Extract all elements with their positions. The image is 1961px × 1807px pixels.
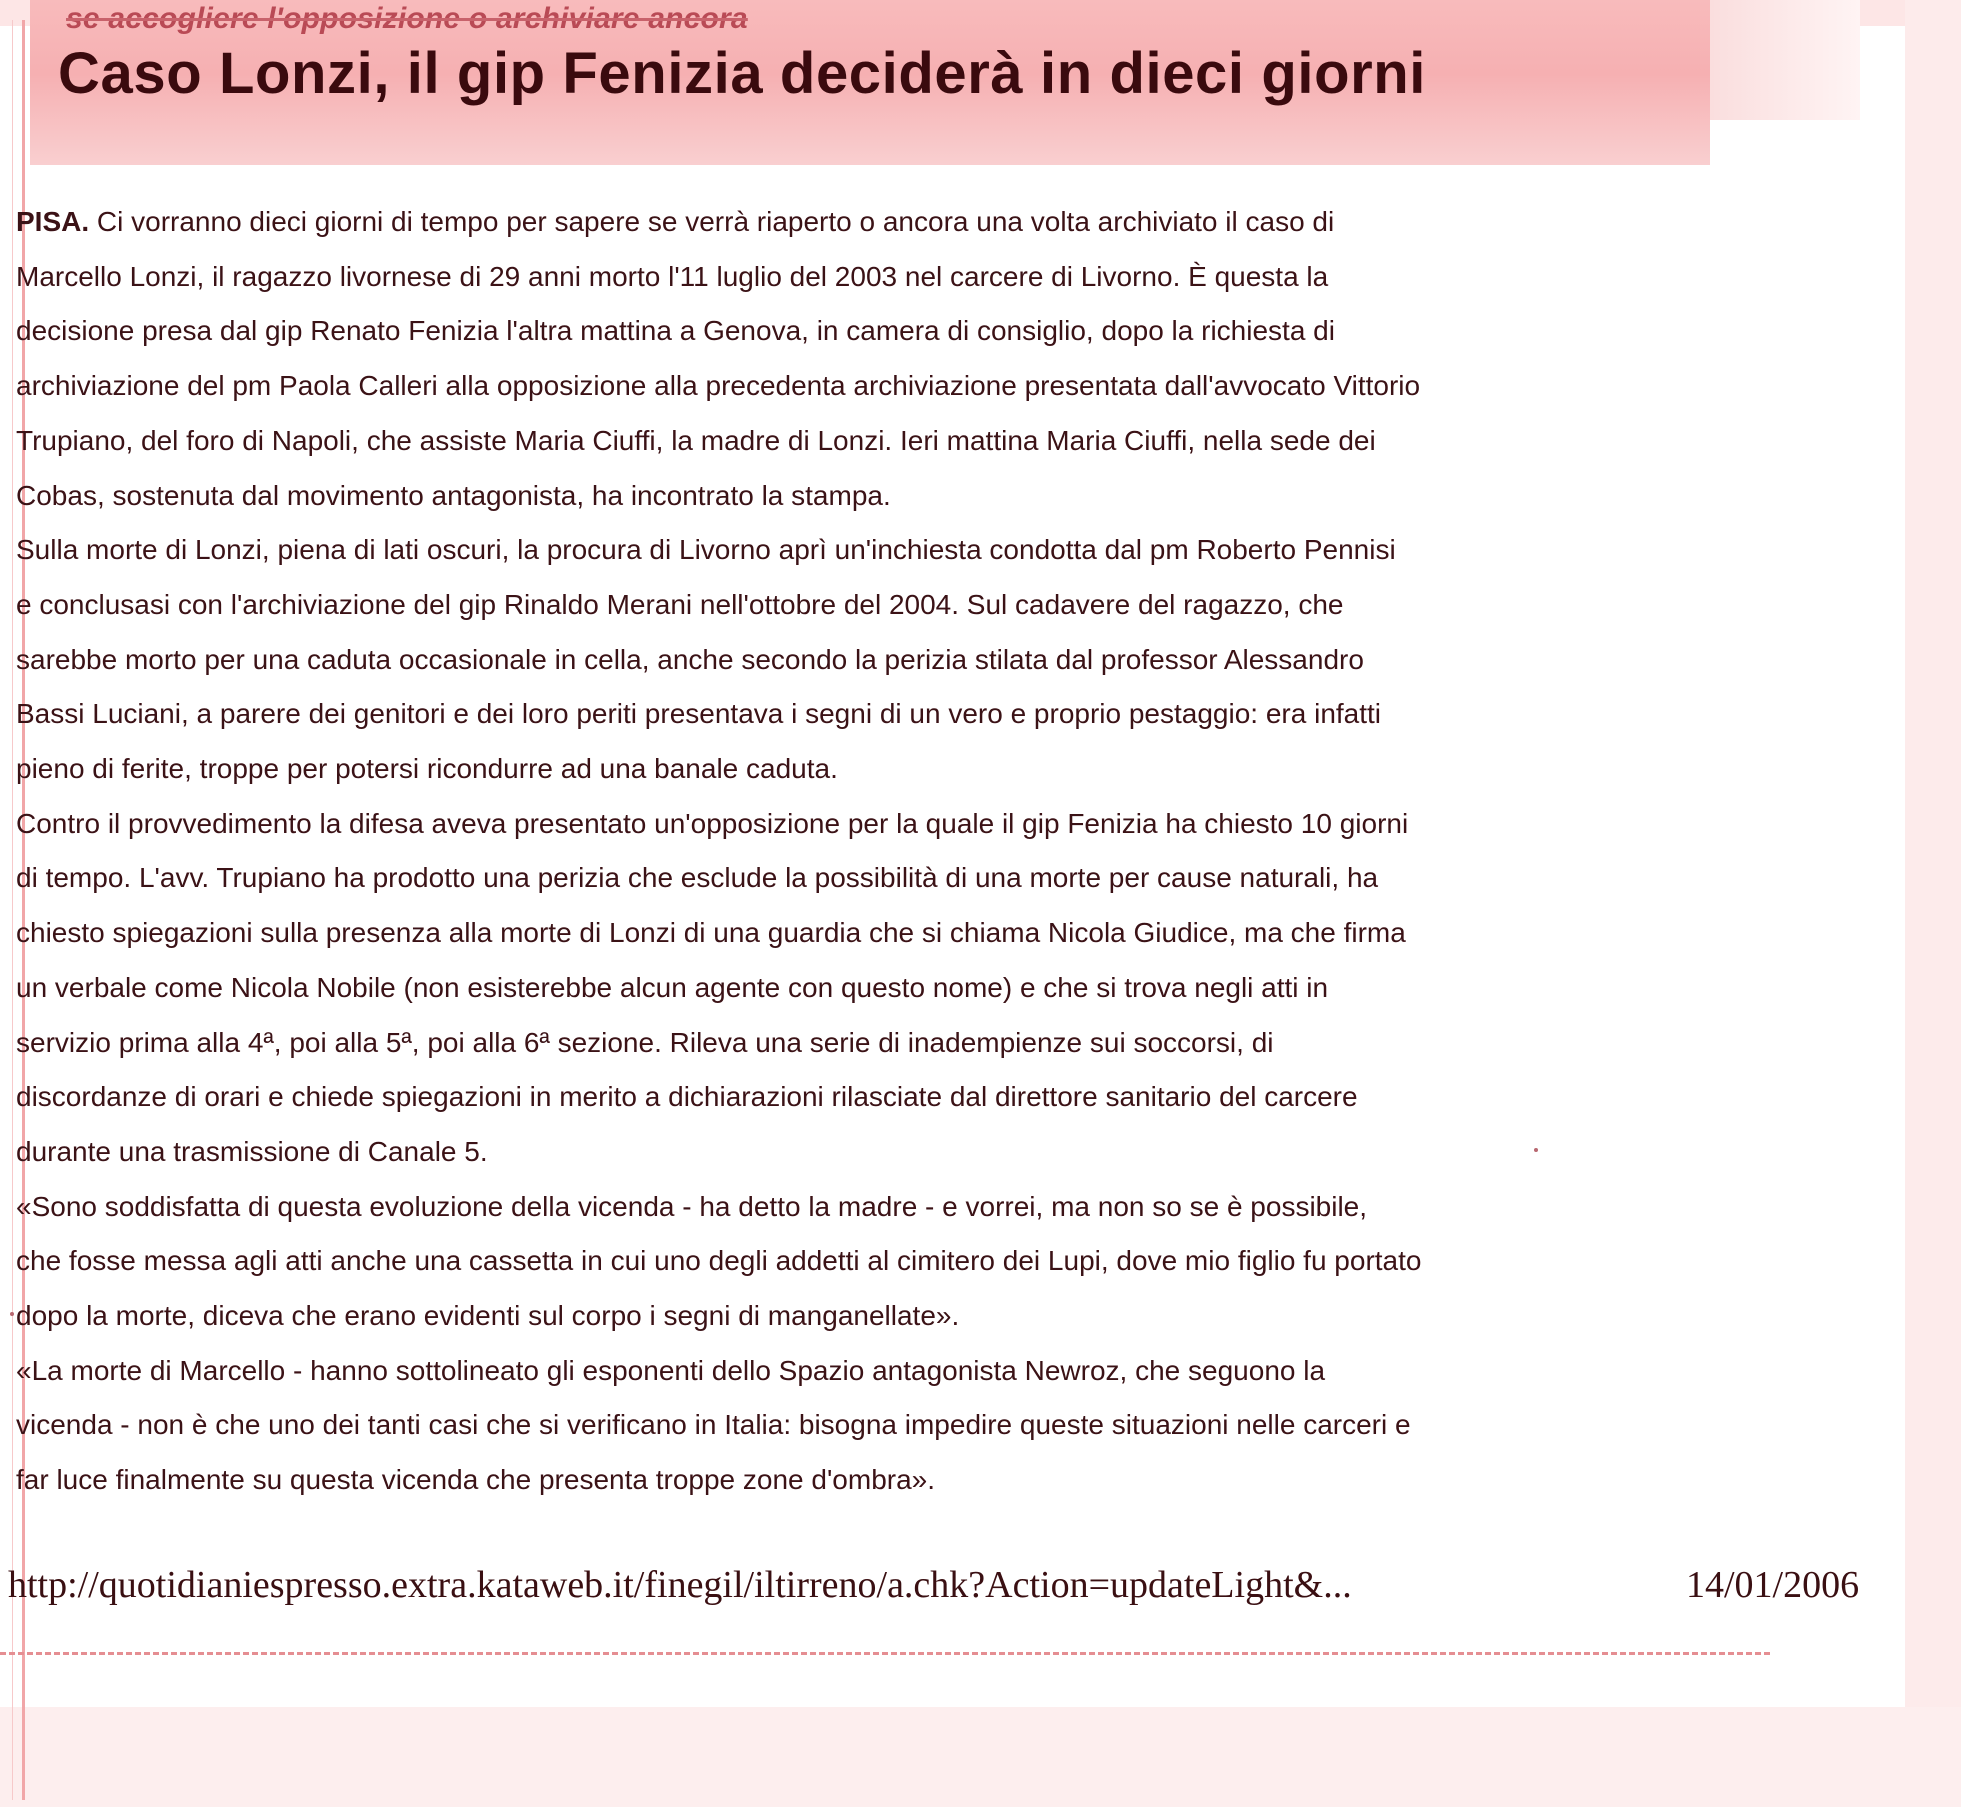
article-line: Contro il provvedimento la difesa aveva presentato un'opposizione per la quale il gip Fenizia ha chiesto 10 giorni [16,807,1409,839]
source-url: http://quotidianiespresso.extra.kataweb.it/finegil/iltirreno/a.chk?Action=updateLight&... [8,1564,1352,1606]
article-line: durante una trasmissione di Canale 5. [16,1135,488,1167]
scan-speck [10,1312,14,1316]
scan-speck [1534,1148,1538,1152]
article-line-text: Ci vorranno dieci giorni di tempo per sapere se verrà riaperto o ancora una volta archiviato il caso di [89,206,1335,237]
article-line: sarebbe morto per una caduta occasionale in cella, anche secondo la perizia stilata dal professor Alessandro [16,643,1364,675]
left-binding-line-thin [12,20,13,1800]
article-line: «La morte di Marcello - hanno sottolineato gli esponenti dello Spazio antagonista Newroz, che seguono la [16,1354,1326,1386]
article-line: far luce finalmente su questa vicenda che presenta troppe zone d'ombra». [16,1464,936,1496]
article-line: pieno di ferite, troppe per potersi ricondurre ad una banale caduta. [16,753,838,785]
article-line: che fosse messa agli atti anche una cassetta in cui uno degli addetti al cimitero dei Lupi, dove mio figlio fu portato [16,1245,1422,1277]
article-line: Bassi Luciani, a parere dei genitori e dei loro periti presentava i segni di un vero e proprio pestaggio: era infatti [16,698,1382,730]
article-line: e conclusasi con l'archiviazione del gip Rinaldo Merani nell'ottobre del 2004. Sul cadavere del ragazzo, che [16,588,1344,620]
dashed-divider [0,1652,1770,1655]
kicker: se accogliere l'opposizione o archiviare ancora [66,2,748,35]
article-line: chiesto spiegazioni sulla presenza alla morte di Lonzi di una guardia che si chiama Nicola Giudice, ma che firma [16,917,1406,949]
article-line [16,195,1916,250]
article-line: servizio prima alla 4ª, poi alla 5ª, poi alla 6ª sezione. Rileva una serie di inadempienze sui soccorsi, di [16,1026,1274,1058]
dateline: PISA. [16,206,90,237]
article-line: archiviazione del pm Paola Calleri alla opposizione alla precedenta archiviazione presentata dall'avvocato Vittorio [16,370,1421,402]
article-line: di tempo. L'avv. Trupiano ha prodotto una perizia che esclude la possibilità di una morte per cause naturali, ha [16,862,1379,894]
article-line: decisione presa dal gip Renato Fenizia l'altra mattina a Genova, in camera di consiglio, dopo la richiesta di [16,315,1335,347]
article-line: discordanze di orari e chiede spiegazioni in merito a dichiarazioni rilasciate dal direttore sanitario del carcere [16,1081,1358,1113]
article-line: vicenda - non è che uno dei tanti casi che si verificano in Italia: bisogna impedire queste situazioni nelle carceri e [16,1409,1411,1441]
article-line: dopo la morte, diceva che erano evidenti sul corpo i segni di manganellate». [16,1300,960,1332]
article-line: Sulla morte di Lonzi, piena di lati oscuri, la procura di Livorno aprì un'inchiesta condotta dal pm Roberto Pennisi [16,534,1396,566]
headline: Caso Lonzi, il gip Fenizia deciderà in dieci giorni [58,41,1427,106]
article-body [16,195,1916,1508]
article-line: Trupiano, del foro di Napoli, che assiste Maria Ciuffi, la madre di Lonzi. Ieri mattina Maria Ciuffi, nella sede dei [16,424,1376,456]
source-date: 14/01/2006 [1686,1564,1860,1606]
bottom-margin [0,1707,1961,1807]
header-band-fade [1710,0,1860,120]
article-line: Marcello Lonzi, il ragazzo livornese di 29 anni morto l'11 luglio del 2003 nel carcere di Livorno. È questa la [16,260,1329,292]
article-line: un verbale come Nicola Nobile (non esisterebbe alcun agente con questo nome) e che si trova negli atti in [16,971,1329,1003]
article-line: Cobas, sostenuta dal movimento antagonista, ha incontrato la stampa. [16,479,891,511]
article-line: «Sono soddisfatta di questa evoluzione della vicenda - ha detto la madre - e vorrei, ma non so se è possibile, [16,1190,1368,1222]
